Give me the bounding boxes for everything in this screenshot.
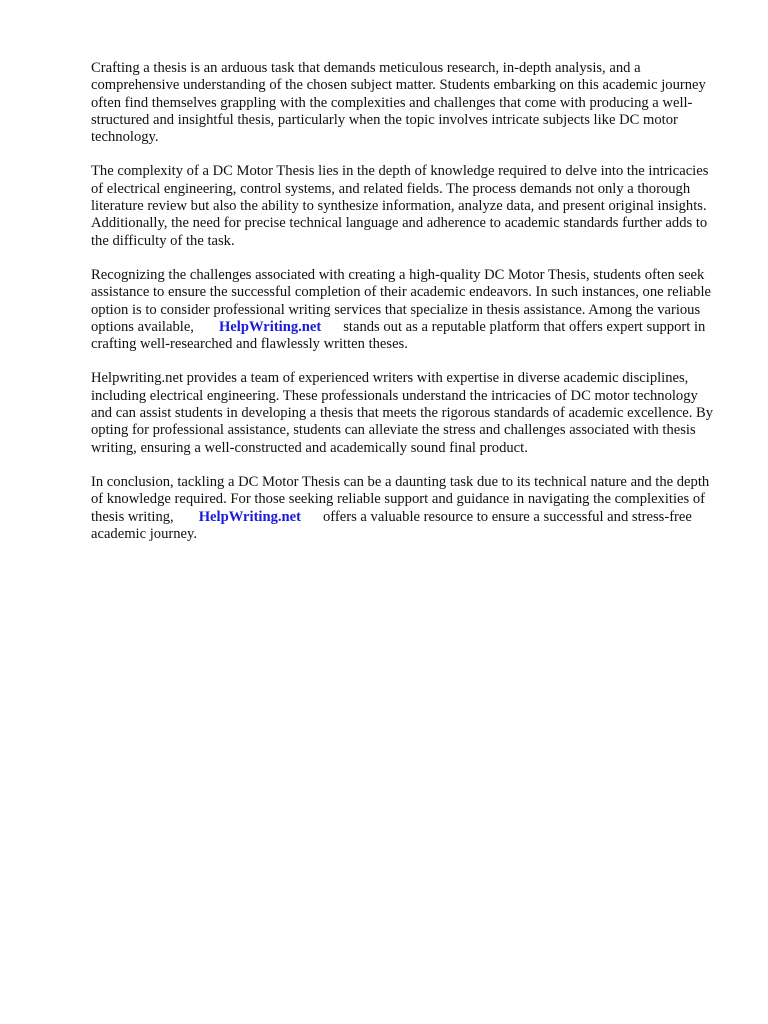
helpwriting-link[interactable]: HelpWriting.net (218, 318, 322, 335)
paragraph-text-before-link: In conclusion, tackling a DC Motor Thesis can be a daunting task due to its technical nature and the depth of knowledge required. For those seeking reliable support and guidance in navigating the complexities of thesis writing, (91, 473, 710, 525)
paragraph-conclusion (91, 474, 721, 543)
helpwriting-link[interactable]: HelpWriting.net (198, 508, 301, 525)
paragraph-text-after-link: offers a valuable resource to ensure a successful and stress-free academic journey. (91, 508, 692, 542)
paragraph-helpwriting: Helpwriting.net provides a team of experienced writers with expertise in diverse academic disciplines, including electrical engineering. These professionals understand the intricacies of DC motor technology and can assist students in developing a thesis that meets the rigorous standards of academic excellence. By opting for professional assistance, students can alleviate the stress and challenges associated with thesis writing, ensuring a well-constructed and academically sound final product. (91, 370, 714, 456)
paragraph-recognizing (91, 267, 721, 353)
paragraph-text-before-link: Recognizing the challenges associated with creating a high-quality DC Motor Thesis, students often seek assistance to ensure the successful completion of their academic endeavors. In such instances, one reliable option is to consider professional writing services that specialize in thesis assistance. Among the various options available, (91, 266, 712, 335)
document-body (91, 60, 721, 560)
paragraph-complexity: The complexity of a DC Motor Thesis lies in the depth of knowledge required to delve into the intricacies of electrical engineering, control systems, and related fields. The process demands not only a thorough literature review but also the ability to synthesize information, analyze data, and present original insights. Additionally, the need for precise technical language and adherence to academic standards further adds to the difficulty of the task. (91, 163, 709, 249)
paragraph-text-after-link: stands out as a reputable platform that offers expert support in crafting well-researched and flawlessly written theses. (91, 318, 706, 353)
paragraph-intro: Crafting a thesis is an arduous task that demands meticulous research, in-depth analysis, and a comprehensive understanding of the chosen subject matter. Students embarking on this academic journey often find themselves grappling with the complexities and challenges that come with producing a well-structured and insightful thesis, particularly when the topic involves intricate subjects like DC motor technology. (91, 60, 706, 146)
